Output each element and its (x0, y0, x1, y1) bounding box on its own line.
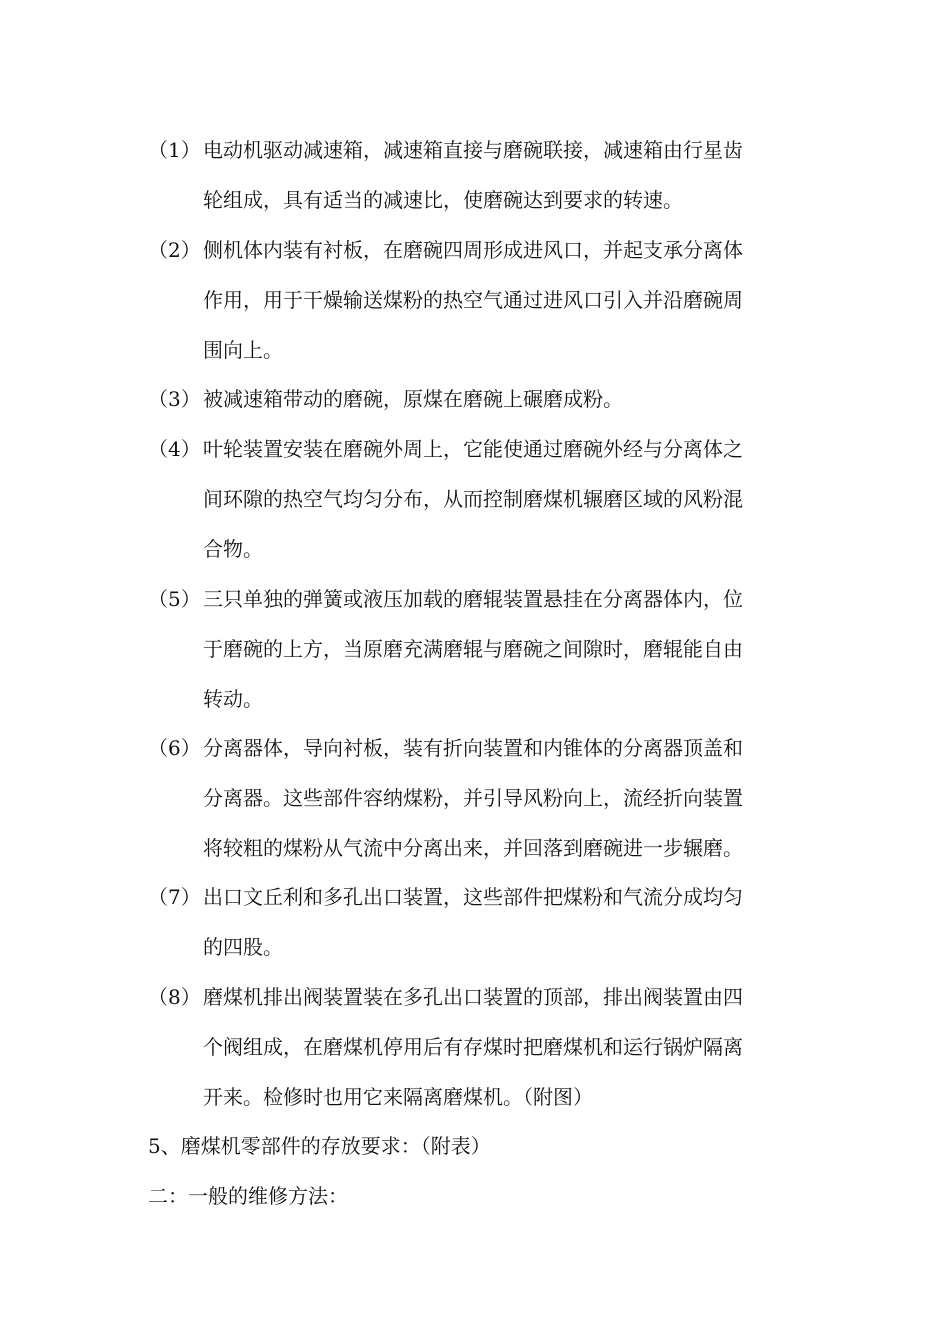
item-text: 侧机体内装有衬板，在磨碗四周形成进风口，并起支承分离体 作用，用于干燥输送煤粉的热空气通过进风口引入并沿磨碗周 围向上。 (203, 238, 743, 362)
list-item-2 (148, 225, 818, 375)
list-item-3 (148, 374, 818, 424)
item-text: 被减速箱带动的磨碗，原煤在磨碗上碾磨成粉。 (203, 387, 623, 411)
list-item-8 (148, 972, 818, 1122)
list-item-4 (148, 424, 818, 574)
item-text: 电动机驱动减速箱，减速箱直接与磨碗联接，减速箱由行星齿 轮组成，具有适当的减速比，使磨碗达到要求的转速。 (203, 138, 743, 212)
item-text: 三只单独的弹簧或液压加载的磨辊装置悬挂在分离器体内，位 于磨碗的上方，当原磨充满磨辊与磨碗之间隙时，磨辊能自由 转动。 (203, 587, 743, 711)
list-item-7 (148, 872, 818, 972)
list-item-5 (148, 574, 818, 724)
item-number: （8） (148, 985, 201, 1009)
item-text: 叶轮装置安装在磨碗外周上，它能使通过磨碗外经与分离体之 间环隙的热空气均匀分布，从而控制磨煤机辗磨区域的风粉混 合物。 (203, 437, 743, 561)
list-item-1 (148, 125, 818, 225)
item-number: （3） (148, 387, 201, 411)
item-text: 分离器体，导向衬板，装有折向装置和内锥体的分离器顶盖和 分离器。这些部件容纳煤粉，并引导风粉向上，流经折向装置 将较粗的煤粉从气流中分离出来，并回落到磨碗进一步辗磨。 (203, 736, 743, 860)
list-item-6 (148, 723, 818, 873)
item-text: 出口文丘利和多孔出口装置，这些部件把煤粉和气流分成均匀 的四股。 (203, 885, 743, 959)
item-number: （2） (148, 238, 201, 262)
item-number: （1） (148, 138, 201, 162)
item-number: （7） (148, 885, 201, 909)
section-5-heading: 5、磨煤机零部件的存放要求：（附表） (148, 1134, 491, 1158)
item-text: 磨煤机排出阀装置装在多孔出口装置的顶部，排出阀装置由四 个阀组成，在磨煤机停用后有存煤时把磨煤机和运行锅炉隔离 开来。检修时也用它来隔离磨煤机。（附图） (203, 985, 743, 1109)
section-2-heading: 二：一般的维修方法： (148, 1184, 348, 1208)
item-number: （6） (148, 736, 201, 760)
item-number: （5） (148, 587, 201, 611)
item-number: （4） (148, 437, 201, 461)
